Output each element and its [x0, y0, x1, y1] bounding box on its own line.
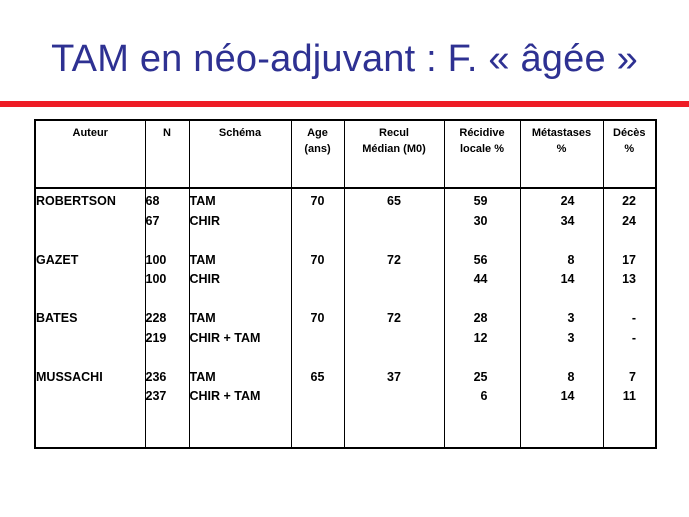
schema-value: TAM — [189, 369, 216, 384]
deces-value: 11 — [622, 389, 636, 403]
recul-value: 72 — [387, 311, 401, 325]
n-value: 100 — [145, 252, 167, 267]
metastases-value: 8 — [567, 252, 575, 267]
schema-value: CHIR — [189, 272, 221, 286]
recul-value: 72 — [387, 252, 401, 267]
auteur-cell — [35, 188, 145, 448]
recidive-value: 6 — [480, 389, 488, 403]
schema-value: CHIR + TAM — [189, 330, 261, 345]
deces-value: - — [631, 311, 636, 325]
header-schema: Schéma — [189, 120, 291, 188]
header-deces: Décès % — [603, 120, 656, 188]
metastases-value: 3 — [567, 330, 575, 345]
header-n: N — [145, 120, 189, 188]
n-value: 236 — [145, 369, 167, 384]
auteur-name: GAZET — [36, 252, 79, 267]
schema-cell — [189, 188, 291, 448]
n-value: 67 — [145, 213, 160, 228]
header-age: Age (ans) — [291, 120, 344, 188]
age-value: 70 — [310, 252, 325, 267]
recidive-value: 44 — [473, 272, 488, 286]
recul-value: 65 — [387, 194, 401, 208]
n-value: 100 — [145, 272, 167, 286]
age-value: 65 — [310, 369, 325, 384]
header-auteur: Auteur — [35, 120, 145, 188]
auteur-name: BATES — [36, 311, 78, 325]
metastases-value: 8 — [567, 369, 575, 384]
deces-value: 24 — [622, 213, 636, 228]
age-value: 70 — [310, 311, 325, 325]
recidive-value: 28 — [473, 311, 488, 325]
metastases-value: 14 — [560, 389, 575, 403]
n-cell — [145, 188, 189, 448]
metastases-value: 34 — [560, 213, 575, 228]
deces-value: 7 — [629, 369, 636, 384]
deces-value: 17 — [622, 252, 636, 267]
recidive-cell — [444, 188, 520, 448]
n-value: 219 — [145, 330, 167, 345]
recidive-value: 30 — [473, 213, 488, 228]
results-table — [34, 119, 657, 449]
header-recidive: Récidive locale % — [444, 120, 520, 188]
recidive-value: 56 — [473, 252, 488, 267]
header-row — [35, 120, 656, 188]
deces-value: - — [631, 330, 636, 345]
schema-value: CHIR + TAM — [189, 389, 261, 403]
header-recul: Recul Médian (M0) — [344, 120, 444, 188]
deces-value: 22 — [622, 194, 636, 208]
metastases-cell — [520, 188, 603, 448]
title-divider — [0, 101, 689, 107]
n-value: 68 — [145, 194, 160, 208]
schema-value: TAM — [189, 194, 216, 208]
auteur-name: MUSSACHI — [36, 369, 103, 384]
schema-value: CHIR — [189, 213, 221, 228]
recul-value: 37 — [387, 369, 401, 384]
table-row — [35, 188, 656, 448]
auteur-name: ROBERTSON — [36, 194, 116, 208]
n-value: 237 — [145, 389, 167, 403]
metastases-value: 24 — [560, 194, 575, 208]
recul-cell — [344, 188, 444, 448]
deces-cell — [603, 188, 656, 448]
recidive-value: 12 — [473, 330, 488, 345]
slide-title: TAM en néo-adjuvant : F. « âgée » — [51, 38, 638, 80]
recidive-value: 25 — [473, 369, 488, 384]
schema-value: TAM — [189, 311, 216, 325]
n-value: 228 — [145, 311, 167, 325]
age-cell — [291, 188, 344, 448]
recidive-value: 59 — [473, 194, 488, 208]
metastases-value: 14 — [560, 272, 575, 286]
schema-value: TAM — [189, 252, 216, 267]
deces-value: 13 — [622, 272, 636, 286]
header-metastases: Métastases % — [520, 120, 603, 188]
metastases-value: 3 — [567, 311, 575, 325]
age-value: 70 — [310, 194, 325, 208]
